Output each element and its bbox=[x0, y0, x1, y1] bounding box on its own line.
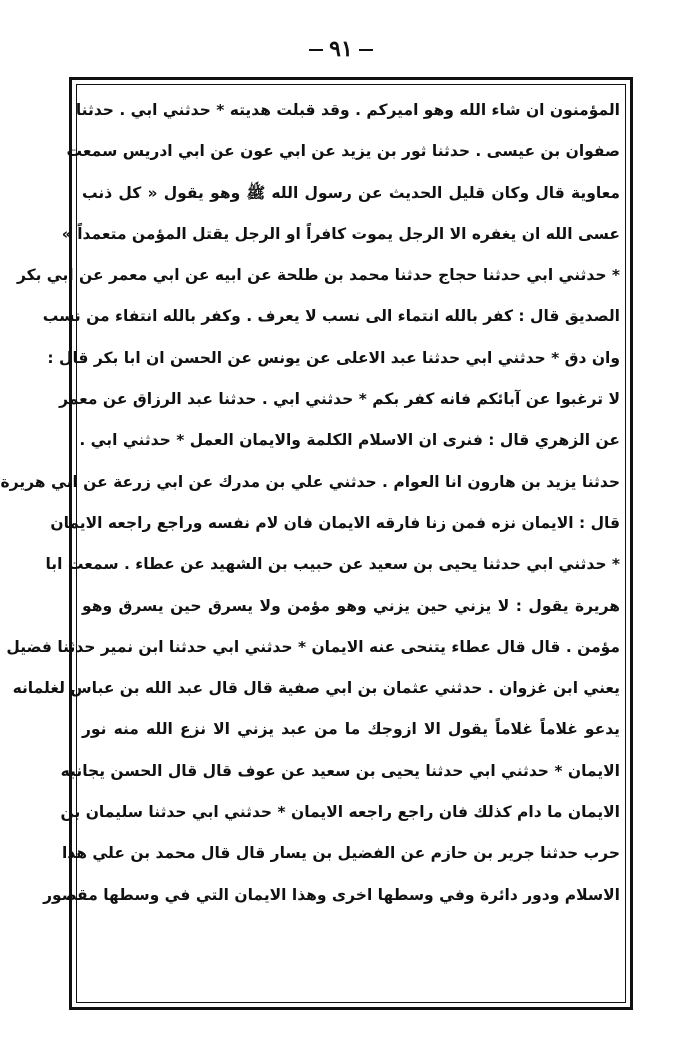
text-line: صفوان بن عيسى . حدثنا ثور بن يزيد عن ابي عون عن ابي ادريس سمعت bbox=[66, 142, 620, 161]
text-line: الايمان ما دام كذلك فان راجع راجعه الايمان * حدثني ابي حدثنا سليمان بن bbox=[60, 803, 620, 822]
text-line: قال : الايمان نزه فمن زنا فارقه الايمان فان لام نفسه وراجع راجعه الايمان bbox=[50, 513, 620, 532]
text-line: هريرة يقول : لا يزني حين يزني وهو مؤمن ولا يسرق حين يسرق وهو bbox=[82, 596, 620, 615]
page-header bbox=[0, 34, 682, 64]
text-line: عسى الله ان يغفره الا الرجل يموت كافراً او الرجل يقتل المؤمن متعمداً » bbox=[61, 224, 620, 243]
text-line: مؤمن . قال قال عطاء يتنحى عنه الايمان * حدثني ابي حدثنا ابن نمير حدثنا فضيل bbox=[6, 637, 620, 656]
text-line: معاوية قال وكان قليل الحديث عن رسول الله ﷺ وهو يقول « كل ذنب bbox=[82, 183, 620, 202]
text-line: يعني ابن غزوان . حدثني عثمان بن ابي صفية قال قال عبد الله بن عباس لغلمانه bbox=[12, 679, 620, 698]
text-line: الاسلام ودور دائرة وفي وسطها اخرى وهذا الايمان التي في وسطها مقصور bbox=[43, 885, 620, 904]
arabic-text-block bbox=[0, 90, 622, 1000]
text-line: الصديق قال : كفر بالله انتماء الى نسب لا يعرف . وكفر بالله انتفاء من نسب bbox=[42, 307, 620, 326]
page-number: ٩١ bbox=[325, 34, 357, 64]
text-line: * حدثني ابي حدثنا يحيى بن سعيد عن حبيب بن الشهيد عن عطاء . سمعت ابا bbox=[45, 555, 620, 574]
text-line: المؤمنون ان شاء الله وهو اميركم . وقد قبلت هديته * حدثني ابي . حدثنا bbox=[75, 101, 620, 119]
text-line: * حدثني ابي حدثنا حجاج حدثنا محمد بن طلحة عن ابيه عن ابي معمر عن ابي بكر bbox=[16, 266, 620, 285]
text-line: حرب حدثنا جرير بن حازم عن الفضيل بن يسار قال قال محمد بن علي هذا bbox=[61, 844, 620, 863]
text-line: يدعو غلاماً غلاماً يقول الا ازوجك ما من عبد يزني الا نزع الله منه نور bbox=[82, 720, 620, 739]
text-line: لا ترغبوا عن آبائكم فانه كفر بكم * حدثني ابي . حدثنا عبد الرزاق عن معمر bbox=[59, 390, 620, 409]
text-line: الايمان * حدثني ابي حدثنا يحيى بن سعيد عن عوف قال قال الحسن يجانبه bbox=[60, 761, 620, 780]
text-line: عن الزهري قال : فنرى ان الاسلام الكلمة والايمان العمل * حدثني ابي . bbox=[79, 431, 620, 450]
text-line: حدثنا يزيد بن هارون انا العوام . حدثني علي بن مدرك عن ابي زرعة عن ابي هريرة bbox=[0, 472, 620, 491]
text-line: وان دق * حدثني ابي حدثنا عبد الاعلى عن يونس عن الحسن ان ابا بكر قال : bbox=[47, 348, 620, 367]
